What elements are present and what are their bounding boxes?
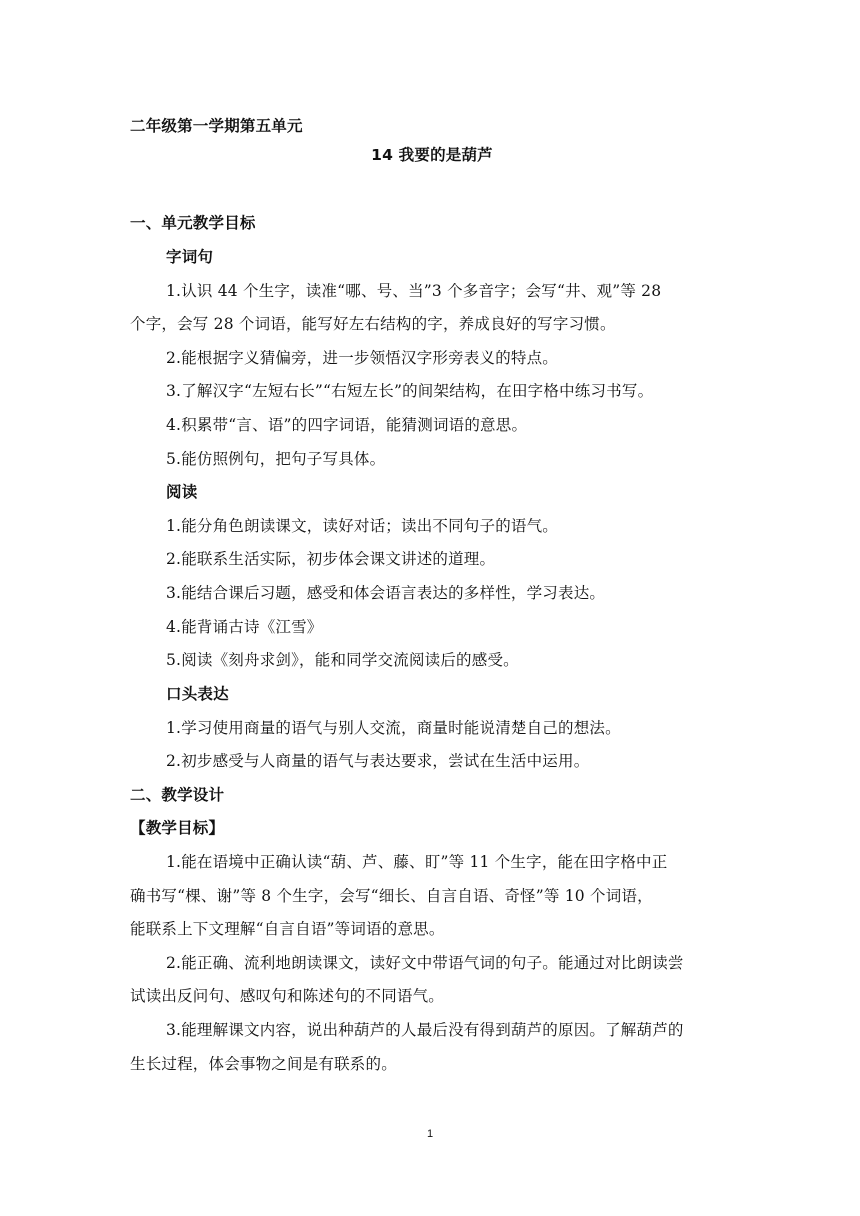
paragraph-line: 2.能根据字义猜偏旁，进一步领悟汉字形旁表义的特点。 [166, 349, 558, 367]
paragraph-line: 2.初步感受与人商量的语气与表达要求，尝试在生活中运用。 [166, 752, 590, 770]
paragraph-line: 3.能理解课文内容，说出种葫芦的人最后没有得到葫芦的原因。了解葫芦的 [166, 1021, 684, 1039]
paragraph-line: 4.积累带“言、语”的四字词语，能猜测词语的意思。 [166, 416, 528, 434]
page-number: 1 [426, 1128, 434, 1140]
paragraph-line: 能联系上下文理解“自言自语”等词语的意思。 [130, 920, 445, 938]
paragraph-line: 2.能正确、流利地朗读课文，读好文中带语气词的句子。能通过对比朗读尝 [166, 954, 684, 972]
paragraph-line: 确书写“棵、谢”等 8 个生字，会写“细长、自言自语、奇怪”等 10 个词语， [130, 887, 653, 905]
paragraph-line: 1.认识 44 个生字，读准“哪、号、当”3 个多音字；会写“井、观”等 28 [166, 282, 662, 300]
paragraph-line: 1.能在语境中正确认读“葫、芦、藤、盯”等 11 个生字，能在田字格中正 [166, 853, 668, 871]
paragraph-line: 5.阅读《刻舟求剑》，能和同学交流阅读后的感受。 [166, 651, 519, 669]
paragraph-line: 试读出反问句、感叹句和陈述句的不同语气。 [130, 987, 445, 1005]
paragraph-line: 1.学习使用商量的语气与别人交流，商量时能说清楚自己的想法。 [166, 719, 621, 737]
subheading-words: 字词句 [166, 248, 214, 266]
section-heading-unit-goals: 一、单元教学目标 [130, 214, 256, 232]
document-page [130, 0, 734, 1216]
section-heading-teaching-design: 二、教学设计 [130, 786, 225, 804]
paragraph-line: 1.能分角色朗读课文，读好对话；读出不同句子的语气。 [166, 517, 558, 535]
paragraph-line: 4.能背诵古诗《江雪》 [166, 618, 323, 636]
paragraph-line: 2.能联系生活实际，初步体会课文讲述的道理。 [166, 550, 496, 568]
paragraph-line: 5.能仿照例句，把句子写具体。 [166, 450, 386, 468]
paragraph-line: 3.了解汉字“左短右长”“右短左长”的间架结构，在田字格中练习书写。 [166, 382, 654, 400]
lesson-title: 14 我要的是葫芦 [371, 146, 493, 164]
objectives-heading: 【教学目标】 [130, 819, 225, 837]
paragraph-line: 个字，会写 28 个词语，能写好左右结构的字，养成良好的写字习惯。 [130, 315, 616, 333]
unit-label: 二年级第一学期第五单元 [130, 117, 303, 135]
paragraph-line: 生长过程，体会事物之间是有联系的。 [130, 1055, 397, 1073]
subheading-oral: 口头表达 [166, 685, 229, 703]
subheading-reading: 阅读 [166, 483, 198, 501]
paragraph-line: 3.能结合课后习题，感受和体会语言表达的多样性，学习表达。 [166, 584, 606, 602]
